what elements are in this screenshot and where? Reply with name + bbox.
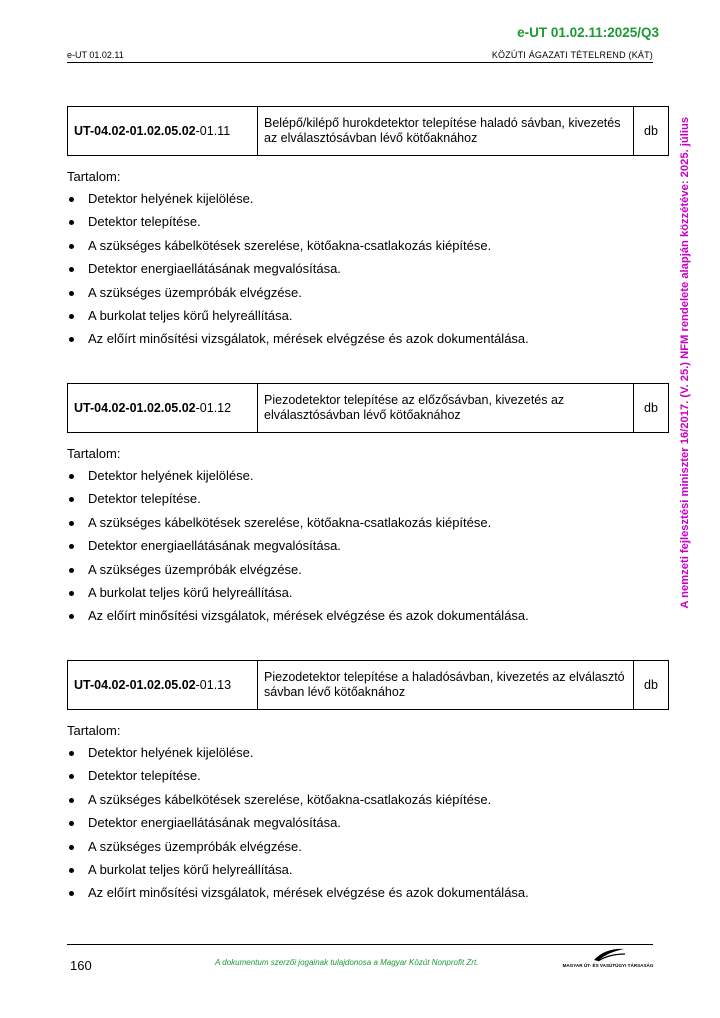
item-section-3: [67, 660, 669, 908]
item-section-1: [67, 106, 669, 354]
item-row: [68, 384, 669, 433]
side-publication-note: [677, 95, 693, 630]
list-item: Detektor energiaellátásának megvalósítása.: [67, 260, 669, 278]
list-item: Detektor energiaellátásának megvalósítása.: [67, 537, 669, 555]
list-item: A szükséges kábelkötések szerelése, kötőakna-csatlakozás kiépítése.: [67, 237, 669, 255]
item-code-cell: [68, 384, 258, 433]
item-code-bold: UT-04.02-01.02.05.02: [74, 677, 196, 692]
item-code-bold: UT-04.02-01.02.05.02: [74, 400, 196, 415]
content-label: Tartalom:: [67, 723, 121, 738]
list-item: Detektor telepítése.: [67, 213, 669, 231]
list-item: Detektor helyének kijelölése.: [67, 190, 669, 208]
item-description: Belépő/kilépő hurokdetektor telepítése haladó sávban, kivezetés az elválasztósávban lévő kötőaknához: [258, 107, 634, 156]
list-item: Detektor telepítése.: [67, 490, 669, 508]
item-code-suffix: -01.13: [195, 677, 232, 692]
list-item: A szükséges üzempróbák elvégzése.: [67, 561, 669, 579]
list-item: A burkolat teljes körű helyreállítása.: [67, 861, 669, 879]
item-unit: db: [634, 661, 669, 710]
list-item: A burkolat teljes körű helyreállítása.: [67, 307, 669, 325]
item-description: Piezodetektor telepítése az előzősávban, kivezetés az elválasztósávban lévő kötőaknához: [258, 384, 634, 433]
item-code-suffix: -01.12: [195, 400, 232, 415]
page-header: [67, 50, 653, 63]
item-code-cell: [68, 661, 258, 710]
list-item: Az előírt minősítési vizsgálatok, mérések elvégzése és azok dokumentálása.: [67, 607, 669, 625]
document-code: e-UT 01.02.11:2025/Q3: [517, 25, 659, 40]
logo-swoosh-icon: [592, 947, 626, 963]
list-item: A szükséges kábelkötések szerelése, kötőakna-csatlakozás kiépítése.: [67, 514, 669, 532]
item-table: [67, 660, 669, 710]
item-code-cell: [68, 107, 258, 156]
list-item: A szükséges kábelkötések szerelése, kötőakna-csatlakozás kiépítése.: [67, 791, 669, 809]
item-row: [68, 661, 669, 710]
side-note-text: A nemzeti fejlesztési miniszter 16/2017. (V. 25.) NFM rendelete alapján közzétéve: 2025. július: [679, 116, 691, 609]
item-unit: db: [634, 107, 669, 156]
item-code-suffix: -01.11: [195, 123, 231, 138]
footer-copyright: A dokumentum szerzői jogainak tulajdonosa a Magyar Közút Nonprofit Zrt.: [215, 958, 479, 967]
header-right-label: KÖZÚTI ÁGAZATI TÉTELREND (KÁT): [491, 50, 653, 60]
list-item: Detektor helyének kijelölése.: [67, 467, 669, 485]
list-item: A szükséges üzempróbák elvégzése.: [67, 838, 669, 856]
list-item: Az előírt minősítési vizsgálatok, mérések elvégzése és azok dokumentálása.: [67, 330, 669, 348]
item-table: [67, 383, 669, 433]
item-description: Piezodetektor telepítése a haladósávban, kivezetés az elválasztó sávban lévő kötőaknához: [258, 661, 634, 710]
list-item: A burkolat teljes körű helyreállítása.: [67, 584, 669, 602]
list-item: A szükséges üzempróbák elvégzése.: [67, 284, 669, 302]
logo-text: MAGYAR ÚT- ÉS VASÚTÜGYI TÁRSASÁG: [562, 963, 654, 968]
item-section-2: [67, 383, 669, 631]
content-label: Tartalom:: [67, 169, 121, 184]
content-list: [67, 190, 669, 348]
page-number: 160: [70, 958, 92, 973]
list-item: Detektor energiaellátásának megvalósítása.: [67, 814, 669, 832]
society-logo: [562, 947, 654, 971]
item-row: [68, 107, 669, 156]
content-list: [67, 467, 669, 625]
item-table: [67, 106, 669, 156]
item-code-bold: UT-04.02-01.02.05.02: [74, 123, 196, 138]
list-item: Detektor telepítése.: [67, 767, 669, 785]
content-label: Tartalom:: [67, 446, 121, 461]
footer-divider: [67, 944, 653, 945]
item-unit: db: [634, 384, 669, 433]
content-list: [67, 744, 669, 902]
list-item: Detektor helyének kijelölése.: [67, 744, 669, 762]
list-item: Az előírt minősítési vizsgálatok, mérések elvégzése és azok dokumentálása.: [67, 884, 669, 902]
header-left-label: e-UT 01.02.11: [67, 50, 124, 60]
